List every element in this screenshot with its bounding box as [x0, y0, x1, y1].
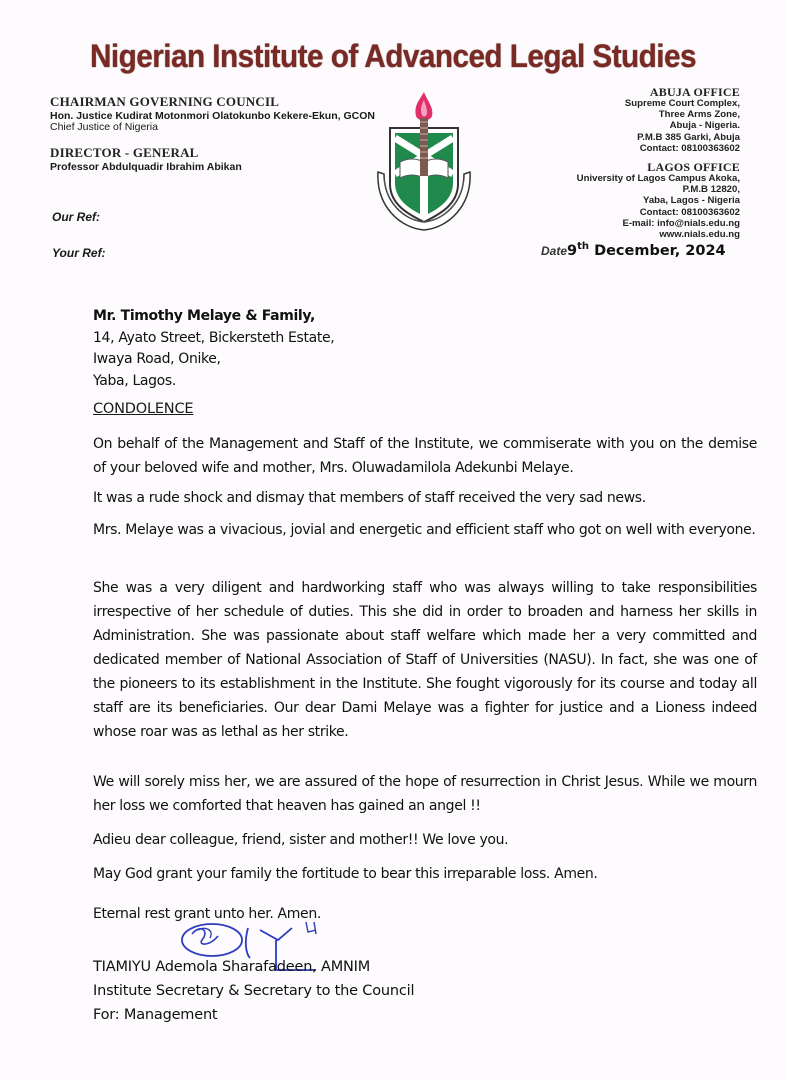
- lagos-office-line: P.M.B 12820,: [682, 184, 740, 196]
- date-day: 9: [567, 242, 578, 259]
- subject-heading: CONDOLENCE: [93, 401, 194, 417]
- recipient-name: Mr. Timothy Melaye & Family,: [93, 308, 316, 324]
- torch-flame-icon: [415, 92, 432, 121]
- chairman-title: Chief Justice of Nigeria: [50, 121, 158, 133]
- lagos-office-heading: LAGOS OFFICE: [647, 160, 740, 175]
- abuja-office-line: Abuja - Nigeria.: [669, 120, 740, 132]
- lagos-office-line: Yaba, Lagos - Nigeria: [642, 195, 740, 207]
- recipient-address: [93, 306, 755, 393]
- signatory-for: For: Management: [93, 1007, 218, 1023]
- shield-icon: [390, 118, 458, 222]
- paragraph: She was a very diligent and hardworking staff who was always willing to take responsibilities irrespective of her schedule of duties. This she did in order to broaden and harness her skills in Administration. She was passionate about staff welfare which made her a very committed and dedicated member of National Association of Staff of Universities (NASU). In fact, she was one of the pioneers to its establishment in the Institute. She fought vigorously for its course and today all staff are its beneficiaries. Our dear Dami Melaye was a fighter for justice and a Lioness indeed whose roar was as lethal as her strike.: [93, 580, 757, 740]
- your-ref-label: Your Ref:: [52, 246, 106, 260]
- paragraph: We will sorely miss her, we are assured of the hope of resurrection in Christ Jesus. While we mourn her loss we comforted that heaven has gained an angel !!: [93, 774, 757, 814]
- paragraph: On behalf of the Management and Staff of the Institute, we commiserate with you on the demise of your beloved wife and mother, Mrs. Oluwadamilola Adekunbi Melaye.: [93, 436, 757, 476]
- date-label: Date: [541, 243, 568, 258]
- recipient-address-line: Iwaya Road, Onike,: [93, 351, 221, 368]
- chairman-heading: CHAIRMAN GOVERNING COUNCIL: [50, 94, 280, 109]
- paragraph: Adieu dear colleague, friend, sister and mother!! We love you.: [93, 832, 509, 848]
- header-offices: [577, 86, 740, 240]
- lagos-office-website: www.nials.edu.ng: [659, 229, 740, 241]
- signatory-name: TIAMIYU Ademola Sharafadeen, AMNIM: [93, 959, 371, 975]
- paragraph: May God grant your family the fortitude to bear this irreparable loss. Amen.: [93, 866, 598, 882]
- date-rest: December, 2024: [589, 242, 726, 259]
- chairman-name: Hon. Justice Kudirat Motonmori Olatokunbo Kekere-Ekun, GCON: [50, 110, 375, 122]
- letter-date: [541, 241, 726, 259]
- institute-title: Nigerian Institute of Advanced Legal Studies: [89, 38, 697, 74]
- institute-logo: [364, 88, 536, 234]
- paragraph: Eternal rest grant unto her. Amen.: [93, 906, 321, 922]
- our-ref-label: Our Ref:: [52, 210, 100, 224]
- lagos-office-contact: Contact: 08100363602: [639, 206, 740, 218]
- paragraph: It was a rude shock and dismay that members of staff received the very sad news.: [93, 490, 646, 506]
- director-heading: DIRECTOR - GENERAL: [50, 145, 199, 160]
- abuja-office-heading: ABUJA OFFICE: [649, 85, 740, 99]
- signatory-block: [93, 955, 414, 1027]
- date-suffix: th: [577, 241, 590, 252]
- paragraph: Mrs. Melaye was a vivacious, jovial and energetic and efficient staff who got on well with everyone.: [93, 522, 756, 538]
- abuja-office-line: Three Arms Zone,: [658, 109, 740, 121]
- abuja-office-line: Supreme Court Complex,: [624, 98, 740, 109]
- signatory-position: Institute Secretary & Secretary to the Council: [93, 983, 415, 999]
- lagos-office-email: E-mail: info@nials.edu.ng: [622, 217, 740, 229]
- abuja-office-contact: Contact: 08100363602: [639, 142, 740, 154]
- recipient-address-line: Yaba, Lagos.: [93, 373, 176, 390]
- header-officers: [50, 94, 375, 173]
- abuja-office-line: P.M.B 385 Garki, Abuja: [637, 131, 740, 143]
- lagos-office-line: University of Lagos Campus Akoka,: [576, 173, 740, 185]
- director-name: Professor Abdulquadir Ibrahim Abikan: [50, 161, 242, 173]
- recipient-address-line: 14, Ayato Street, Bickersteth Estate,: [93, 329, 335, 346]
